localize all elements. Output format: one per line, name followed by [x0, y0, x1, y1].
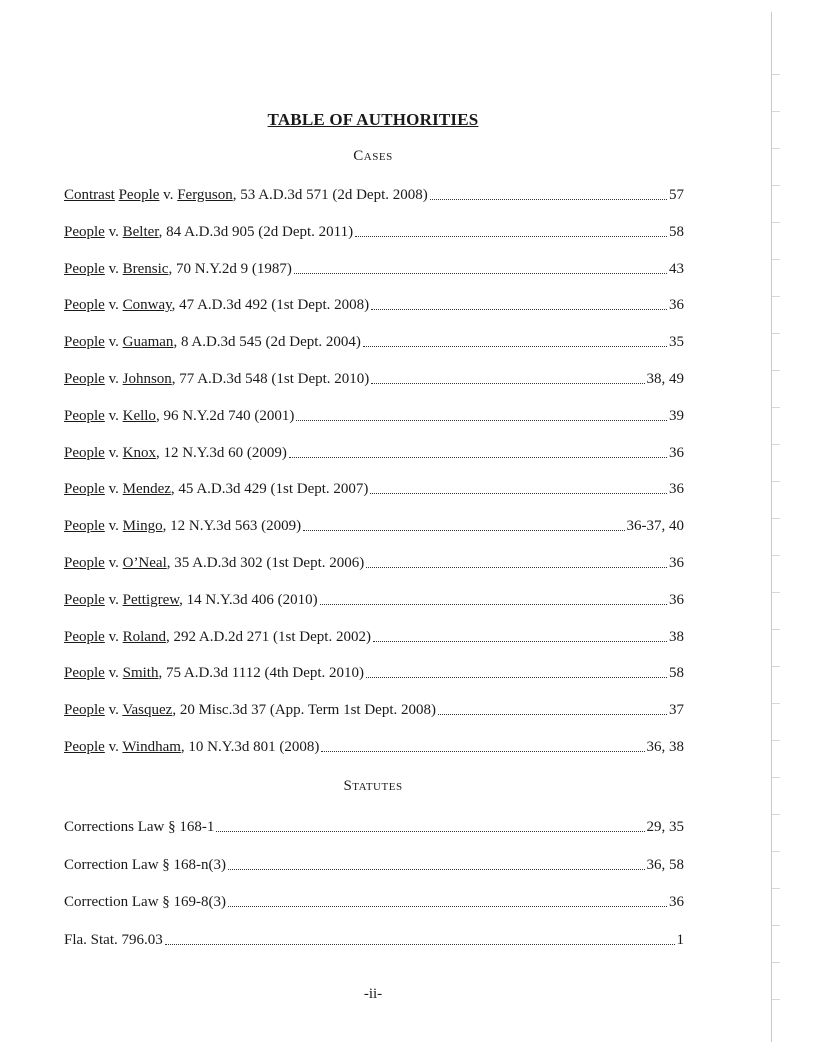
case-citation	[64, 294, 369, 316]
case-citation	[64, 331, 361, 353]
case-party: People	[118, 187, 160, 203]
case-name: Windham	[122, 738, 181, 755]
case-pages: 36	[669, 444, 684, 461]
page-number: -ii-	[363, 986, 383, 1002]
case-entry	[64, 405, 684, 442]
case-name: Mingo	[122, 518, 163, 535]
case-citation	[64, 478, 368, 500]
dot-leader	[228, 854, 644, 870]
case-versus: v.	[104, 738, 123, 755]
statute-citation: Correction Law § 168-n(3)	[64, 856, 227, 873]
statute-pages: 29, 35	[646, 819, 684, 835]
case-versus: v.	[104, 554, 123, 571]
statute-entry	[64, 854, 684, 892]
case-pages: 36	[669, 591, 684, 608]
case-pages: 37	[669, 702, 684, 719]
dot-leader	[165, 929, 675, 945]
case-prefix: Contrast	[64, 187, 115, 203]
case-party: People	[64, 260, 105, 277]
statute-citation: Corrections Law § 168-1	[64, 819, 215, 835]
case-reporter: , 47 A.D.3d 492 (1st Dept. 2008)	[171, 297, 370, 314]
dot-leader	[320, 589, 667, 605]
case-party: People	[64, 665, 105, 682]
case-party: People	[64, 370, 105, 387]
case-pages: 43	[669, 260, 684, 277]
dot-leader	[370, 478, 667, 494]
case-citation	[64, 662, 364, 684]
case-citation	[64, 699, 436, 721]
case-party: People	[64, 297, 105, 314]
case-party: People	[64, 334, 105, 351]
dot-leader	[371, 294, 667, 310]
case-versus: v.	[104, 334, 123, 351]
statute-citation: Fla. Stat. 796.03	[64, 931, 163, 948]
dot-leader	[294, 258, 667, 274]
case-name: Belter	[122, 223, 159, 240]
case-citation	[64, 589, 318, 611]
dot-leader	[216, 816, 644, 832]
case-reporter: , 53 A.D.3d 571 (2d Dept. 2008)	[232, 187, 428, 203]
dot-leader	[438, 699, 667, 715]
case-pages: 58	[669, 665, 684, 682]
case-versus: v.	[104, 702, 123, 719]
case-versus: v.	[104, 260, 123, 277]
dot-leader	[296, 405, 667, 421]
statute-pages: 36	[669, 894, 684, 911]
case-entry	[64, 736, 684, 773]
case-versus: v.	[104, 481, 123, 498]
case-versus: v.	[104, 665, 123, 682]
case-entry	[64, 442, 684, 479]
case-entry	[64, 699, 684, 736]
case-party: People	[64, 738, 105, 755]
case-pages: 35	[669, 334, 684, 351]
case-pages: 38	[669, 628, 684, 645]
case-entry	[64, 331, 684, 368]
dot-leader	[366, 552, 667, 568]
case-versus: v.	[104, 444, 123, 461]
scan-edge-marks	[772, 60, 780, 1020]
case-citation	[64, 552, 364, 574]
case-pages: 58	[669, 223, 684, 240]
dot-leader	[289, 442, 667, 458]
case-party: People	[64, 223, 105, 240]
case-reporter: , 12 N.Y.3d 60 (2009)	[155, 444, 287, 461]
case-citation	[64, 736, 319, 758]
case-entry	[64, 662, 684, 699]
cases-list	[64, 184, 684, 773]
case-entry	[64, 221, 684, 258]
dot-leader	[371, 368, 644, 384]
case-entry	[64, 589, 684, 626]
case-citation	[64, 626, 371, 648]
statutes-list	[64, 816, 684, 966]
dot-leader	[321, 736, 644, 752]
case-pages: 36-37, 40	[626, 518, 684, 535]
dot-leader	[363, 331, 667, 347]
case-versus: v.	[104, 591, 123, 608]
dot-leader	[355, 221, 667, 237]
case-versus: v.	[104, 628, 123, 645]
dot-leader	[373, 626, 667, 642]
case-reporter: , 10 N.Y.3d 801 (2008)	[180, 738, 320, 755]
case-versus: v.	[104, 297, 123, 314]
case-reporter: , 45 A.D.3d 429 (1st Dept. 2007)	[170, 481, 369, 498]
case-versus: v.	[159, 187, 178, 203]
case-entry	[64, 478, 684, 515]
statute-entry	[64, 929, 684, 967]
case-versus: v.	[104, 223, 123, 240]
case-entry	[64, 294, 684, 331]
case-citation	[64, 221, 353, 243]
case-reporter: , 70 N.Y.2d 9 (1987)	[168, 260, 292, 277]
case-entry	[64, 258, 684, 295]
case-entry	[64, 552, 684, 589]
case-pages: 38, 49	[646, 370, 684, 387]
case-entry	[64, 626, 684, 663]
case-reporter: , 96 N.Y.2d 740 (2001)	[155, 407, 295, 424]
case-name: Smith	[122, 665, 159, 682]
page-title: TABLE OF AUTHORITIES	[267, 110, 479, 129]
case-party: People	[64, 481, 105, 498]
case-entry	[64, 184, 684, 221]
case-citation	[64, 405, 294, 427]
dot-leader	[303, 515, 624, 531]
case-pages: 36	[669, 297, 684, 314]
case-pages: 39	[669, 407, 684, 424]
case-reporter: , 8 A.D.3d 545 (2d Dept. 2004)	[173, 334, 361, 351]
case-pages: 36	[669, 481, 684, 498]
case-citation	[64, 368, 369, 390]
case-name: O’Neal	[122, 554, 167, 571]
case-name: Vasquez	[122, 702, 173, 719]
statute-pages: 1	[676, 931, 684, 948]
case-reporter: , 77 A.D.3d 548 (1st Dept. 2010)	[171, 370, 370, 387]
case-name: Johnson	[122, 370, 172, 387]
case-reporter: , 292 A.D.2d 271 (1st Dept. 2002)	[165, 628, 371, 645]
case-party: People	[64, 554, 105, 571]
statute-pages: 36, 58	[646, 856, 684, 873]
statute-entry	[64, 816, 684, 854]
section-heading-cases: Cases	[353, 148, 393, 164]
case-party: People	[64, 702, 105, 719]
statute-citation: Correction Law § 169-8(3)	[64, 894, 227, 911]
case-name: Mendez	[122, 481, 171, 498]
case-reporter: , 75 A.D.3d 1112 (4th Dept. 2010)	[158, 665, 365, 682]
case-citation	[64, 442, 287, 464]
case-party: People	[64, 628, 105, 645]
dot-leader	[366, 662, 667, 678]
case-pages: 36, 38	[646, 738, 684, 755]
case-reporter: , 14 N.Y.3d 406 (2010)	[179, 591, 318, 608]
dot-leader	[228, 891, 667, 907]
case-name: Kello	[122, 407, 156, 424]
case-entry	[64, 368, 684, 405]
case-party: People	[64, 444, 105, 461]
case-versus: v.	[104, 518, 123, 535]
case-name: Roland	[122, 628, 166, 645]
case-name: Knox	[122, 444, 156, 461]
case-reporter: , 35 A.D.3d 302 (1st Dept. 2006)	[166, 554, 365, 571]
case-versus: v.	[104, 370, 123, 387]
case-pages: 36	[669, 554, 684, 571]
case-party: People	[64, 407, 105, 424]
statute-entry	[64, 891, 684, 929]
case-citation	[64, 258, 292, 280]
case-party: People	[64, 518, 105, 535]
case-versus: v.	[104, 407, 123, 424]
case-party: People	[64, 591, 105, 608]
case-name: Pettigrew	[122, 591, 180, 608]
case-citation	[64, 184, 428, 206]
section-heading-statutes: Statutes	[343, 778, 403, 794]
case-name: Ferguson	[177, 187, 233, 203]
dot-leader	[430, 184, 667, 200]
case-pages: 57	[669, 187, 684, 203]
case-citation	[64, 515, 301, 537]
case-reporter: , 20 Misc.3d 37 (App. Term 1st Dept. 2008)	[172, 702, 436, 719]
case-reporter: , 12 N.Y.3d 563 (2009)	[162, 518, 302, 535]
case-name: Guaman	[122, 334, 174, 351]
case-name: Conway	[122, 297, 172, 314]
case-entry	[64, 515, 684, 552]
case-reporter: , 84 A.D.3d 905 (2d Dept. 2011)	[158, 223, 354, 240]
case-name: Brensic	[122, 260, 169, 277]
